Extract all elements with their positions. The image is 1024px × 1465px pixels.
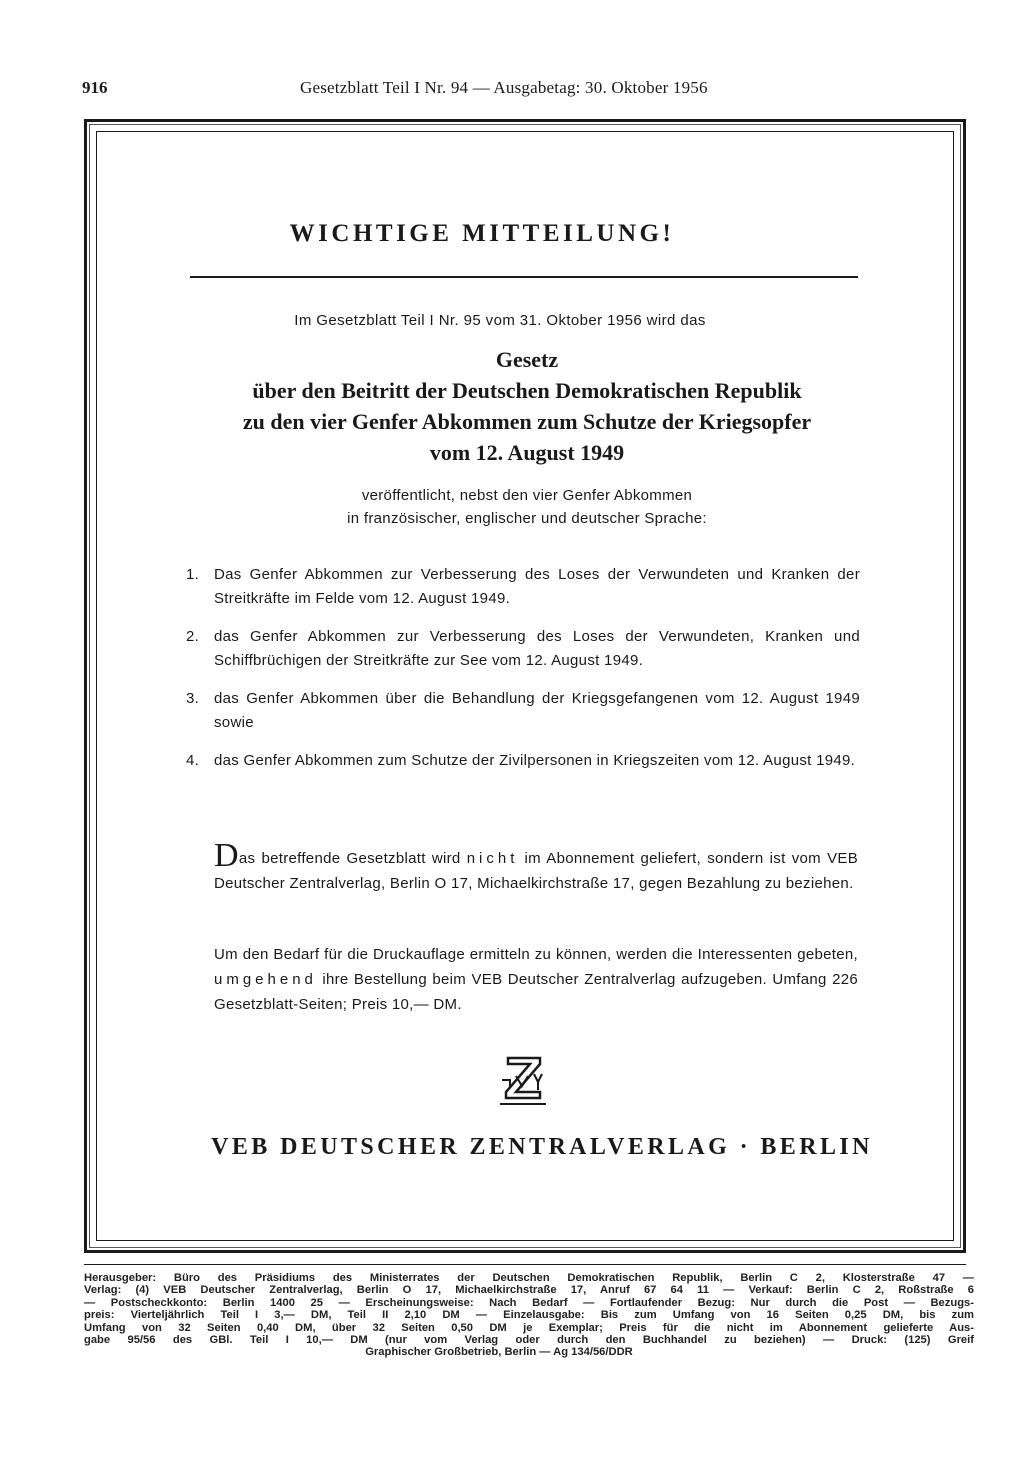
list-item-text: Das Genfer Abkommen zur Verbesserung des Loses der Verwundeten und Kranken der Streitkräfte im Felde vom 12. August 1949.: [214, 566, 860, 607]
list-item-text: das Genfer Abkommen über die Behandlung der Kriegsgefangenen vom 12. August 1949 sowie: [214, 690, 860, 731]
publisher-logo-icon: [496, 1052, 550, 1110]
emphasized-word: nicht: [466, 850, 519, 867]
paragraph-text: as betreffende Gesetzblatt wird: [238, 850, 461, 867]
list-item-text: das Genfer Abkommen zum Schutze der Zivilpersonen in Kriegszeiten vom 12. August 1949.: [214, 752, 856, 769]
publisher-name: VEB DEUTSCHER ZENTRALVERLAG · BERLIN: [211, 1134, 873, 1160]
imprint-line: Umfang von 32 Seiten 0,40 DM, über 32 Seiten 0,50 DM je Exemplar; Preis für die nicht im Abonnement gelieferte Aus-: [84, 1321, 974, 1334]
imprint-line: gabe 95/56 des GBl. Teil I 10,— DM (nur vom Verlag oder durch den Buchhandel zu beziehen) — Druck: (125) Greif: [84, 1334, 974, 1347]
imprint-line: Graphischer Großbetrieb, Berlin — Ag 134/56/DDR: [365, 1346, 633, 1359]
list-item: [186, 563, 860, 611]
imprint-divider: [84, 1264, 966, 1265]
emphasized-word: umgehend: [214, 971, 317, 988]
published-line: in französischer, englischer und deutscher Sprache:: [347, 510, 707, 527]
imprint: [84, 1272, 974, 1359]
intro-text: Im Gesetzblatt Teil I Nr. 95 vom 31. Oktober 1956 wird das: [294, 312, 706, 329]
drop-cap: D: [214, 837, 239, 874]
published-text: [15, 484, 1024, 530]
list-item-number: 3.: [186, 690, 200, 707]
published-line: veröffentlicht, nebst den vier Genfer Abkommen: [361, 487, 693, 504]
imprint-line: Verlag: (4) VEB Deutscher Zentralverlag, Berlin O 17, Michaelkirchstraße 17, Anruf 67 64 11 — Verkauf: Berlin C 2, Roßstraße 6: [84, 1284, 974, 1297]
imprint-line: Herausgeber: Büro des Präsidiums des Ministerrates der Deutschen Demokratischen Republik, Berlin C 2, Klosterstraße 47 —: [84, 1272, 974, 1284]
paragraph-text: im Abonnement geliefert, sondern ist vom VEB Deutscher Zentralverlag, Berlin O 17, Michaelkirchstraße 17, gegen Bezahlung zu beziehen.: [214, 850, 858, 892]
list-item-text: das Genfer Abkommen zur Verbesserung des Loses der Verwundeten, Kranken und Schiffbrüchigen der Streitkräfte zur See vom 12. August 1949.: [214, 628, 860, 669]
notice-title: WICHTIGE MITTEILUNG!: [289, 220, 675, 247]
paragraph-text: Um den Bedarf für die Druckauflage ermitteln zu können, werden die Interessenten gebeten,: [214, 946, 858, 963]
list-item-number: 1.: [186, 566, 200, 583]
imprint-line: preis: Vierteljährlich Teil I 3,— DM, Teil II 2,10 DM — Einzelausgabe: Bis zum Umfang von 16 Seiten 0,25 DM, bis zum: [84, 1309, 974, 1322]
list-item-number: 4.: [186, 752, 200, 769]
law-title-line: vom 12. August 1949: [429, 440, 625, 465]
law-title-line: über den Beitritt der Deutschen Demokratischen Republik: [252, 378, 802, 403]
subscription-paragraph: [214, 837, 858, 896]
list-item-number: 2.: [186, 628, 200, 645]
list-item: [186, 625, 860, 673]
list-item: [186, 687, 860, 735]
order-paragraph: [214, 942, 858, 1017]
law-title-line: Gesetz: [495, 347, 559, 372]
agreements-list: [186, 563, 860, 787]
paragraph-text: ihre Bestellung beim VEB Deutscher Zentralverlag aufzugeben. Umfang 226 Gesetzblatt-Seiten; Preis 10,— DM.: [214, 971, 858, 1013]
law-title-line: zu den vier Genfer Abkommen zum Schutze der Kriegsopfer: [242, 409, 812, 434]
header-title: Gesetzblatt Teil I Nr. 94 — Ausgabetag: 30. Oktober 1956: [300, 78, 708, 97]
list-item: [186, 749, 860, 773]
imprint-line: — Postscheckkonto: Berlin 1400 25 — Erscheinungsweise: Nach Bedarf — Fortlaufender Bezug: Nur durch die Post — Bezugs-: [84, 1296, 974, 1309]
title-divider: [190, 276, 858, 278]
page-header: [82, 78, 974, 102]
page-number: 916: [82, 78, 108, 97]
law-title: [15, 344, 1024, 468]
